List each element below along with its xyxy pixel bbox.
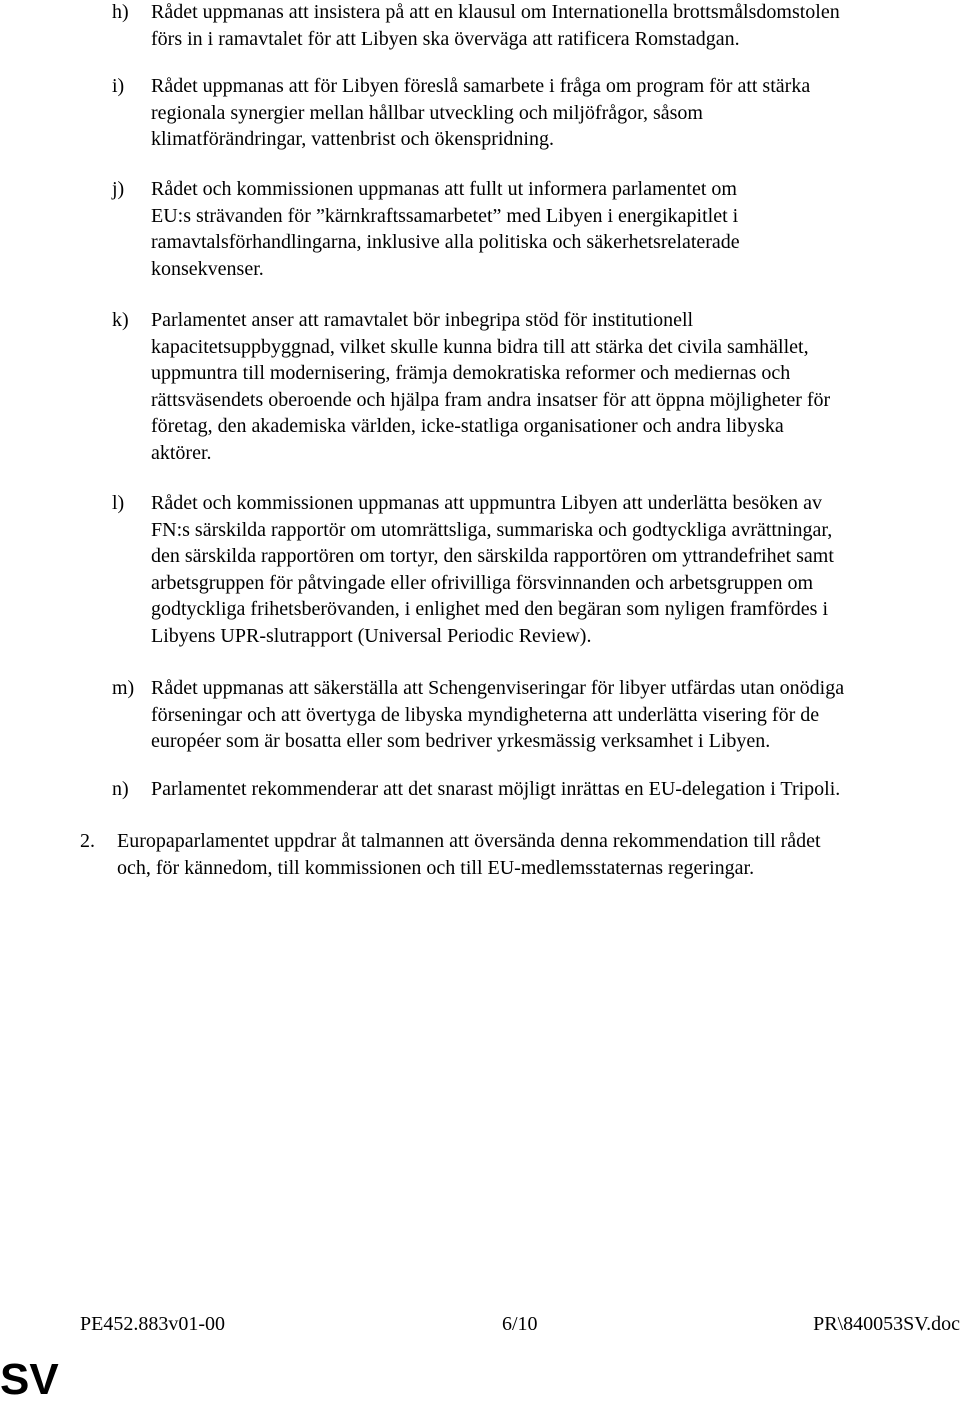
recommendation-item-l	[112, 490, 960, 649]
item-text: Parlamentet rekommenderar att det snarast möjligt inrättas en EU-delegation i Tripoli.	[151, 778, 841, 800]
item-text: Rådet uppmanas att säkerställa att Schengenviseringar för libyer utfärdas utan onödiga förseningar och att övertyga de libyska myndigheterna att underlätta visering för de européer som är bosatta eller som bedriver yrkesmässig verksamhet i Libyen.	[151, 677, 845, 752]
item-text: Rådet och kommissionen uppmanas att uppmuntra Libyen att underlätta besöken av FN:s särskilda rapportör om utomrättsliga, summariska och godtyckliga avrättningar, den särskilda rapportören om tortyr, den särskilda rapportören om yttrandefrihet samt arbetsgruppen för påtvingade eller ofrivilliga försvinnanden och arbetsgruppen om godtyckliga frihetsberövanden, i enlighet med den begäran som nyligen framfördes i Libyens UPR-slutrapport (Universal Periodic Review).	[151, 492, 834, 647]
item-marker: l)	[112, 492, 125, 514]
numbered-paragraph-2	[80, 828, 960, 881]
item-text: Parlamentet anser att ramavtalet bör inbegripa stöd för institutionell kapacitetsuppbyggnad, vilket skulle kunna bidra till att stärka det civila samhället, uppmuntra till modernisering, främja demokratiska reformer och mediernas och rättsväsendets oberoende och hjälpa fram andra insatser för att öppna möjligheter för företag, den akademiska världen, icke-statliga organisationer och andra libyska aktörer.	[151, 309, 831, 464]
recommendation-item-m	[112, 675, 960, 755]
item-text: Rådet uppmanas att för Libyen föreslå samarbete i fråga om program för att stärka regionala synergier mellan hållbar utveckling och miljöfrågor, såsom klimatförändringar, vattenbrist och ökenspridning.	[151, 75, 811, 150]
item-text: Rådet och kommissionen uppmanas att fullt ut informera parlamentet om EU:s strävanden för ”kärnkraftssamarbetet” med Libyen i energikapitlet i ramavtalsförhandlingarna, inklusive alla politiska och säkerhetsrelaterade konsekvenser.	[151, 178, 740, 280]
recommendation-item-k	[112, 307, 960, 466]
item-text: Rådet uppmanas att insistera på att en klausul om Internationella brottsmålsdomstolen förs in i ramavtalet för att Libyen ska överväga att ratificera Romstadgan.	[151, 1, 840, 50]
paragraph-number: 2.	[80, 830, 95, 852]
item-marker: n)	[112, 778, 129, 800]
item-marker: k)	[112, 309, 129, 331]
footer-page-number: 6/10	[502, 1313, 538, 1335]
recommendation-item-j	[112, 176, 960, 282]
recommendation-item-i	[112, 73, 960, 153]
language-mark: SV	[0, 1355, 59, 1404]
item-marker: j)	[112, 178, 125, 200]
item-marker: h)	[112, 1, 129, 23]
recommendation-item-h	[112, 0, 960, 52]
footer-reference: PE452.883v01-00	[80, 1313, 225, 1335]
footer-document-name: PR\840053SV.doc	[813, 1313, 960, 1335]
item-marker: i)	[112, 75, 125, 97]
paragraph-text: Europaparlamentet uppdrar åt talmannen att översända denna rekommendation till rådet och, för kännedom, till kommissionen och till EU-medlemsstaternas regeringar.	[117, 830, 821, 879]
recommendation-item-n	[112, 776, 960, 803]
item-marker: m)	[112, 677, 135, 699]
